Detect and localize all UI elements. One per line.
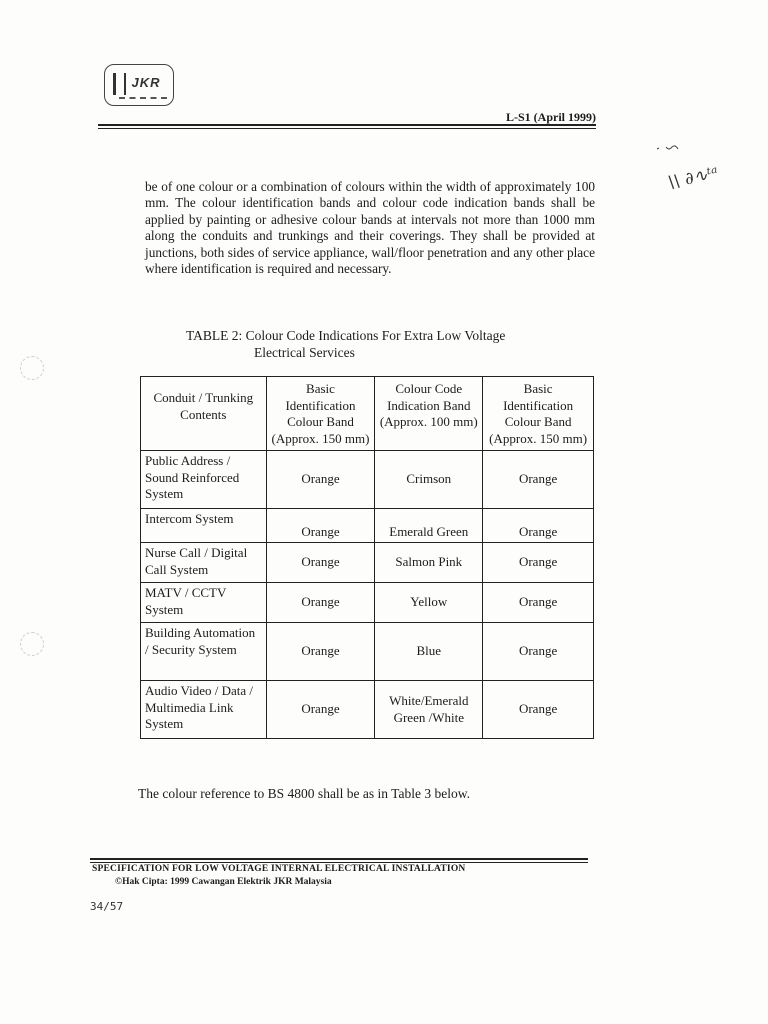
document-reference: L-S1 (April 1999) [506, 110, 596, 124]
cell-basic-2: Orange [483, 583, 594, 623]
logo-wave-icon [119, 94, 167, 99]
cell-basic: Orange [266, 623, 375, 681]
header-rule-thick [98, 124, 596, 126]
scan-blot [20, 632, 44, 656]
table-row [141, 543, 594, 583]
header-contents: Conduit / Trunking Contents [141, 377, 267, 451]
cell-contents: Nurse Call / Digital Call System [141, 543, 267, 583]
cell-indication: Salmon Pink [375, 543, 483, 583]
table-row [141, 509, 594, 543]
cell-indication: Yellow [375, 583, 483, 623]
table-row [141, 623, 594, 681]
cell-basic-2: Orange [483, 543, 594, 583]
cell-basic-2: Orange [483, 509, 594, 543]
footer-title: SPECIFICATION FOR LOW VOLTAGE INTERNAL ELECTRICAL INSTALLATION [92, 864, 466, 874]
cell-basic-2: Orange [483, 681, 594, 739]
table-row [141, 681, 594, 739]
cell-indication: White/Emerald Green /White [375, 681, 483, 739]
page-number: 34/57 [90, 900, 124, 913]
cell-contents: Building Automation / Security System [141, 623, 267, 681]
cell-contents: Public Address / Sound Reinforced System [141, 451, 267, 509]
cell-contents: Intercom System [141, 509, 267, 543]
table-row [141, 451, 594, 509]
cell-basic: Orange [266, 583, 375, 623]
body-paragraph: be of one colour or a combination of colours within the width of approximately 100 mm. The colour identification bands and colour code indication bands shall be applied by painting or adhesive colour bands at intervals not more than 1000 mm along the conduits and trunkings and their coverings. They shall be provided at junctions, both sides of service appliance, wall/floor penetration and any other place where identification is required and necessary. [145, 179, 595, 277]
cell-indication: Crimson [375, 451, 483, 509]
colour-code-table [140, 376, 594, 739]
cell-basic-2: Orange [483, 623, 594, 681]
footer-rule-thick [90, 858, 588, 860]
header-indication-band: Colour Code Indication Band (Approx. 100 mm) [375, 377, 483, 451]
cell-basic: Orange [266, 543, 375, 583]
table-caption [186, 327, 566, 361]
jkr-logo [104, 64, 174, 106]
handwritten-tick-icon [656, 144, 682, 152]
cell-indication: Emerald Green [375, 509, 483, 543]
cell-basic: Orange [266, 509, 375, 543]
cell-indication: Blue [375, 623, 483, 681]
table-row [141, 583, 594, 623]
cell-basic: Orange [266, 681, 375, 739]
header-rule-thin [98, 128, 596, 129]
cell-basic: Orange [266, 451, 375, 509]
header-basic-band: Basic Identification Colour Band (Approx. 150 mm) [266, 377, 375, 451]
table-caption-line1: TABLE 2: Colour Code Indications For Extra Low Voltage [186, 328, 506, 343]
footer-copyright: ©Hak Cipta: 1999 Cawangan Elektrik JKR Malaysia [115, 877, 332, 887]
table-header-row [141, 377, 594, 451]
table-caption-line2: Electrical Services [254, 345, 355, 360]
cell-contents: MATV / CCTV System [141, 583, 267, 623]
header-basic-band-2: Basic Identification Colour Band (Approx. 150 mm) [483, 377, 594, 451]
handwritten-annotation: \\ ∂∿ᵗᵃ [666, 162, 720, 194]
cell-basic-2: Orange [483, 451, 594, 509]
cell-contents: Audio Video / Data / Multimedia Link System [141, 681, 267, 739]
footer-rule-thin [90, 862, 588, 863]
scan-blot [20, 356, 44, 380]
logo-bars-icon [113, 73, 126, 95]
logo-text: JKR [131, 74, 161, 90]
table-reference-note: The colour reference to BS 4800 shall be as in Table 3 below. [138, 786, 470, 801]
